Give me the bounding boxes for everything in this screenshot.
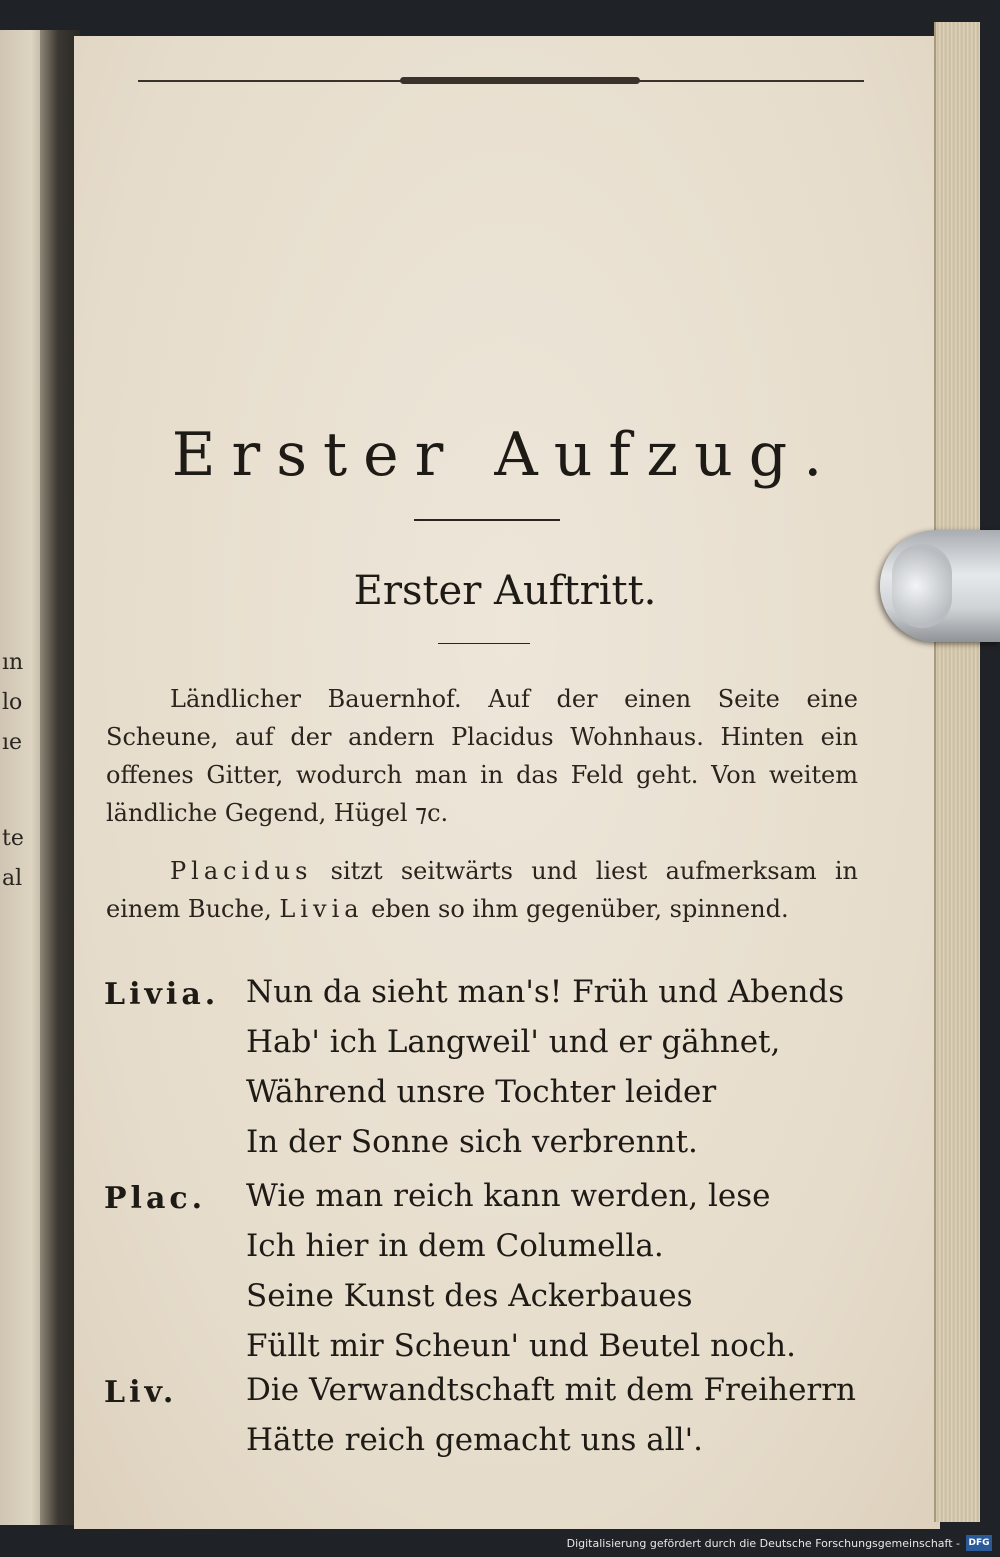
margin-fragment: ın: [2, 650, 24, 675]
verse-line: Ich hier in dem Columella.: [246, 1228, 664, 1264]
character-name: Livia: [279, 895, 364, 923]
stage-text: eben so ihm gegenüber, spinnend.: [363, 895, 789, 923]
scene-divider: [438, 643, 530, 644]
verse-line: Nun da sieht man's! Früh und Abends: [246, 974, 845, 1010]
verse-line: Wie man reich kann werden, lese: [246, 1178, 771, 1214]
margin-fragment: al: [2, 866, 23, 891]
verse-line: In der Sonne sich verbrennt.: [246, 1124, 698, 1160]
title-divider: [414, 519, 560, 521]
character-name: Placidus: [170, 857, 313, 885]
stage-direction: [106, 852, 858, 928]
verse-line: Während unsre Tochter leider: [246, 1074, 717, 1110]
top-rule-ornament: [400, 77, 640, 84]
verse-line: Die Verwandtschaft mit dem Freiherrn: [246, 1372, 857, 1408]
scene-title: Erster Auftritt.: [353, 568, 657, 614]
verse-line: Hab' ich Langweil' und er gähnet,: [246, 1024, 781, 1060]
speaker-name: Liv.: [104, 1375, 178, 1410]
speaker-name: Livia.: [104, 977, 220, 1012]
page-clip-knob: [892, 544, 952, 628]
margin-fragment: lo: [2, 690, 23, 715]
margin-fragment: te: [2, 826, 24, 851]
stage-text: sitzt seitwärts und liest aufmerksam in einem Buche,: [106, 857, 858, 923]
funding-notice: Digitalisierung gefördert durch die Deutsche Forschungsgemeinschaft -: [566, 1537, 960, 1550]
verse-line: Seine Kunst des Ackerbaues: [246, 1278, 693, 1314]
act-title: Erster Aufzug.: [171, 420, 839, 490]
speaker-name: Plac.: [104, 1181, 207, 1216]
verse-line: Hätte reich gemacht uns all'.: [246, 1422, 703, 1458]
verse-line: Füllt mir Scheun' und Beutel noch.: [246, 1328, 796, 1364]
margin-fragment: ıe: [2, 730, 23, 755]
dfg-logo: DFG: [966, 1535, 992, 1551]
stage-direction: Ländlicher Bauernhof. Auf der einen Seite eine Scheune, auf der andern Placidus Wohnhaus. Hinten ein offenes Gitter, wodurch man in das Feld geht. Von weitem ländliche Gegend, Hügel ⁊c.: [106, 685, 858, 827]
page-edge: [934, 22, 980, 1522]
